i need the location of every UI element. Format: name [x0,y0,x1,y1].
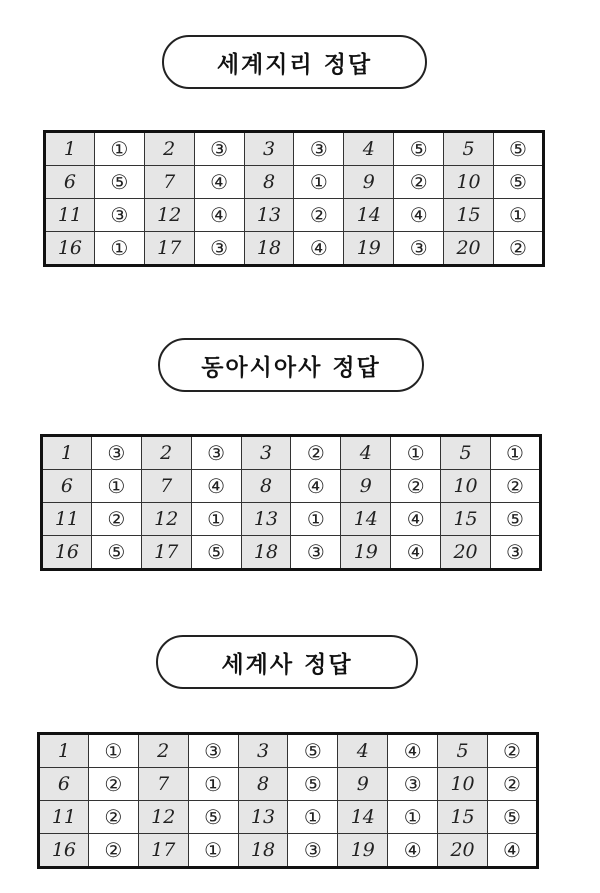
answer-choice: ④ [391,503,441,536]
answer-row [45,232,544,266]
answer-row [42,436,541,470]
answer-choice: ① [391,436,441,470]
question-number: 20 [441,536,491,570]
question-number: 7 [144,166,194,199]
answer-choice: ② [294,199,344,232]
question-number: 19 [344,232,394,266]
question-number: 6 [45,166,95,199]
answer-choice: ① [494,199,544,232]
answer-row [45,132,544,166]
answer-choice: ① [291,503,341,536]
question-number: 8 [244,166,294,199]
answer-choice: ⑤ [488,801,538,834]
question-number: 13 [238,801,288,834]
answer-choice: ① [188,834,238,868]
question-number: 2 [138,734,188,768]
answer-choice: ④ [291,470,341,503]
answer-choice: ① [91,470,141,503]
question-number: 11 [45,199,95,232]
answer-choice: ④ [394,199,444,232]
answer-choice: ④ [391,536,441,570]
question-number: 8 [238,768,288,801]
answer-choice: ④ [388,834,438,868]
answer-choice: ② [391,470,441,503]
question-number: 4 [338,734,388,768]
answer-choice: ③ [191,436,241,470]
question-number: 12 [144,199,194,232]
answer-choice: ③ [294,132,344,166]
question-number: 16 [45,232,95,266]
answer-choice: ② [491,470,541,503]
answer-choice: ⑤ [191,536,241,570]
question-number: 16 [42,536,92,570]
answer-choice: ① [294,166,344,199]
answer-row [39,768,538,801]
answer-choice: ④ [194,199,244,232]
question-number: 14 [344,199,394,232]
question-number: 12 [138,801,188,834]
answer-table [37,732,539,869]
question-number: 6 [42,470,92,503]
answer-choice: ③ [94,199,144,232]
question-number: 8 [241,470,291,503]
answer-choice: ③ [194,232,244,266]
answer-row [39,801,538,834]
answer-choice: ② [488,768,538,801]
answer-table [43,130,545,267]
question-number: 14 [341,503,391,536]
question-number: 18 [241,536,291,570]
answer-row [39,734,538,768]
question-number: 17 [144,232,194,266]
question-number: 18 [238,834,288,868]
question-number: 1 [45,132,95,166]
question-number: 7 [138,768,188,801]
answer-choice: ② [88,834,138,868]
question-number: 6 [39,768,89,801]
question-number: 9 [338,768,388,801]
answer-choice: ① [491,436,541,470]
question-number: 19 [341,536,391,570]
section-title: 동아시아사 정답 [158,338,424,392]
answer-choice: ⑤ [288,734,338,768]
answer-choice: ⑤ [494,132,544,166]
answer-choice: ③ [91,436,141,470]
answer-choice: ② [88,801,138,834]
question-number: 16 [39,834,89,868]
answer-choice: ⑤ [394,132,444,166]
answer-row [42,503,541,536]
answer-choice: ② [91,503,141,536]
answer-choice: ② [394,166,444,199]
answer-choice: ③ [388,768,438,801]
answer-choice: ⑤ [494,166,544,199]
answer-choice: ④ [488,834,538,868]
question-number: 17 [141,536,191,570]
question-number: 3 [241,436,291,470]
answer-choice: ② [291,436,341,470]
question-number: 5 [444,132,494,166]
answer-row [39,834,538,868]
answer-choice: ② [488,734,538,768]
answer-table [40,434,542,571]
question-number: 4 [344,132,394,166]
question-number: 10 [441,470,491,503]
answer-choice: ⑤ [91,536,141,570]
question-number: 15 [441,503,491,536]
question-number: 15 [444,199,494,232]
answer-choice: ④ [388,734,438,768]
answer-row [45,199,544,232]
question-number: 9 [341,470,391,503]
answer-choice: ① [94,232,144,266]
answer-choice: ⑤ [288,768,338,801]
answer-choice: ① [288,801,338,834]
question-number: 5 [438,734,488,768]
answer-choice: ① [88,734,138,768]
question-number: 11 [42,503,92,536]
answer-choice: ① [188,768,238,801]
question-number: 4 [341,436,391,470]
question-number: 17 [138,834,188,868]
question-number: 14 [338,801,388,834]
answer-choice: ⑤ [188,801,238,834]
answer-choice: ③ [188,734,238,768]
question-number: 5 [441,436,491,470]
question-number: 18 [244,232,294,266]
answer-choice: ④ [191,470,241,503]
question-number: 15 [438,801,488,834]
answer-row [45,166,544,199]
answer-choice: ① [191,503,241,536]
question-number: 3 [238,734,288,768]
question-number: 1 [39,734,89,768]
question-number: 10 [438,768,488,801]
answer-choice: ④ [294,232,344,266]
answer-choice: ② [494,232,544,266]
answer-choice: ④ [194,166,244,199]
section-title: 세계사 정답 [156,635,418,689]
answer-row [42,536,541,570]
answer-choice: ① [94,132,144,166]
question-number: 11 [39,801,89,834]
answer-choice: ⑤ [94,166,144,199]
answer-choice: ⑤ [491,503,541,536]
answer-row [42,470,541,503]
answer-choice: ③ [291,536,341,570]
answer-choice: ② [88,768,138,801]
answer-choice: ① [388,801,438,834]
question-number: 20 [438,834,488,868]
question-number: 12 [141,503,191,536]
section-title: 세계지리 정답 [162,35,427,89]
question-number: 2 [141,436,191,470]
question-number: 3 [244,132,294,166]
question-number: 19 [338,834,388,868]
question-number: 7 [141,470,191,503]
question-number: 20 [444,232,494,266]
question-number: 13 [241,503,291,536]
question-number: 13 [244,199,294,232]
answer-choice: ③ [491,536,541,570]
question-number: 9 [344,166,394,199]
answer-choice: ③ [394,232,444,266]
question-number: 2 [144,132,194,166]
question-number: 1 [42,436,92,470]
answer-choice: ③ [288,834,338,868]
question-number: 10 [444,166,494,199]
answer-choice: ③ [194,132,244,166]
